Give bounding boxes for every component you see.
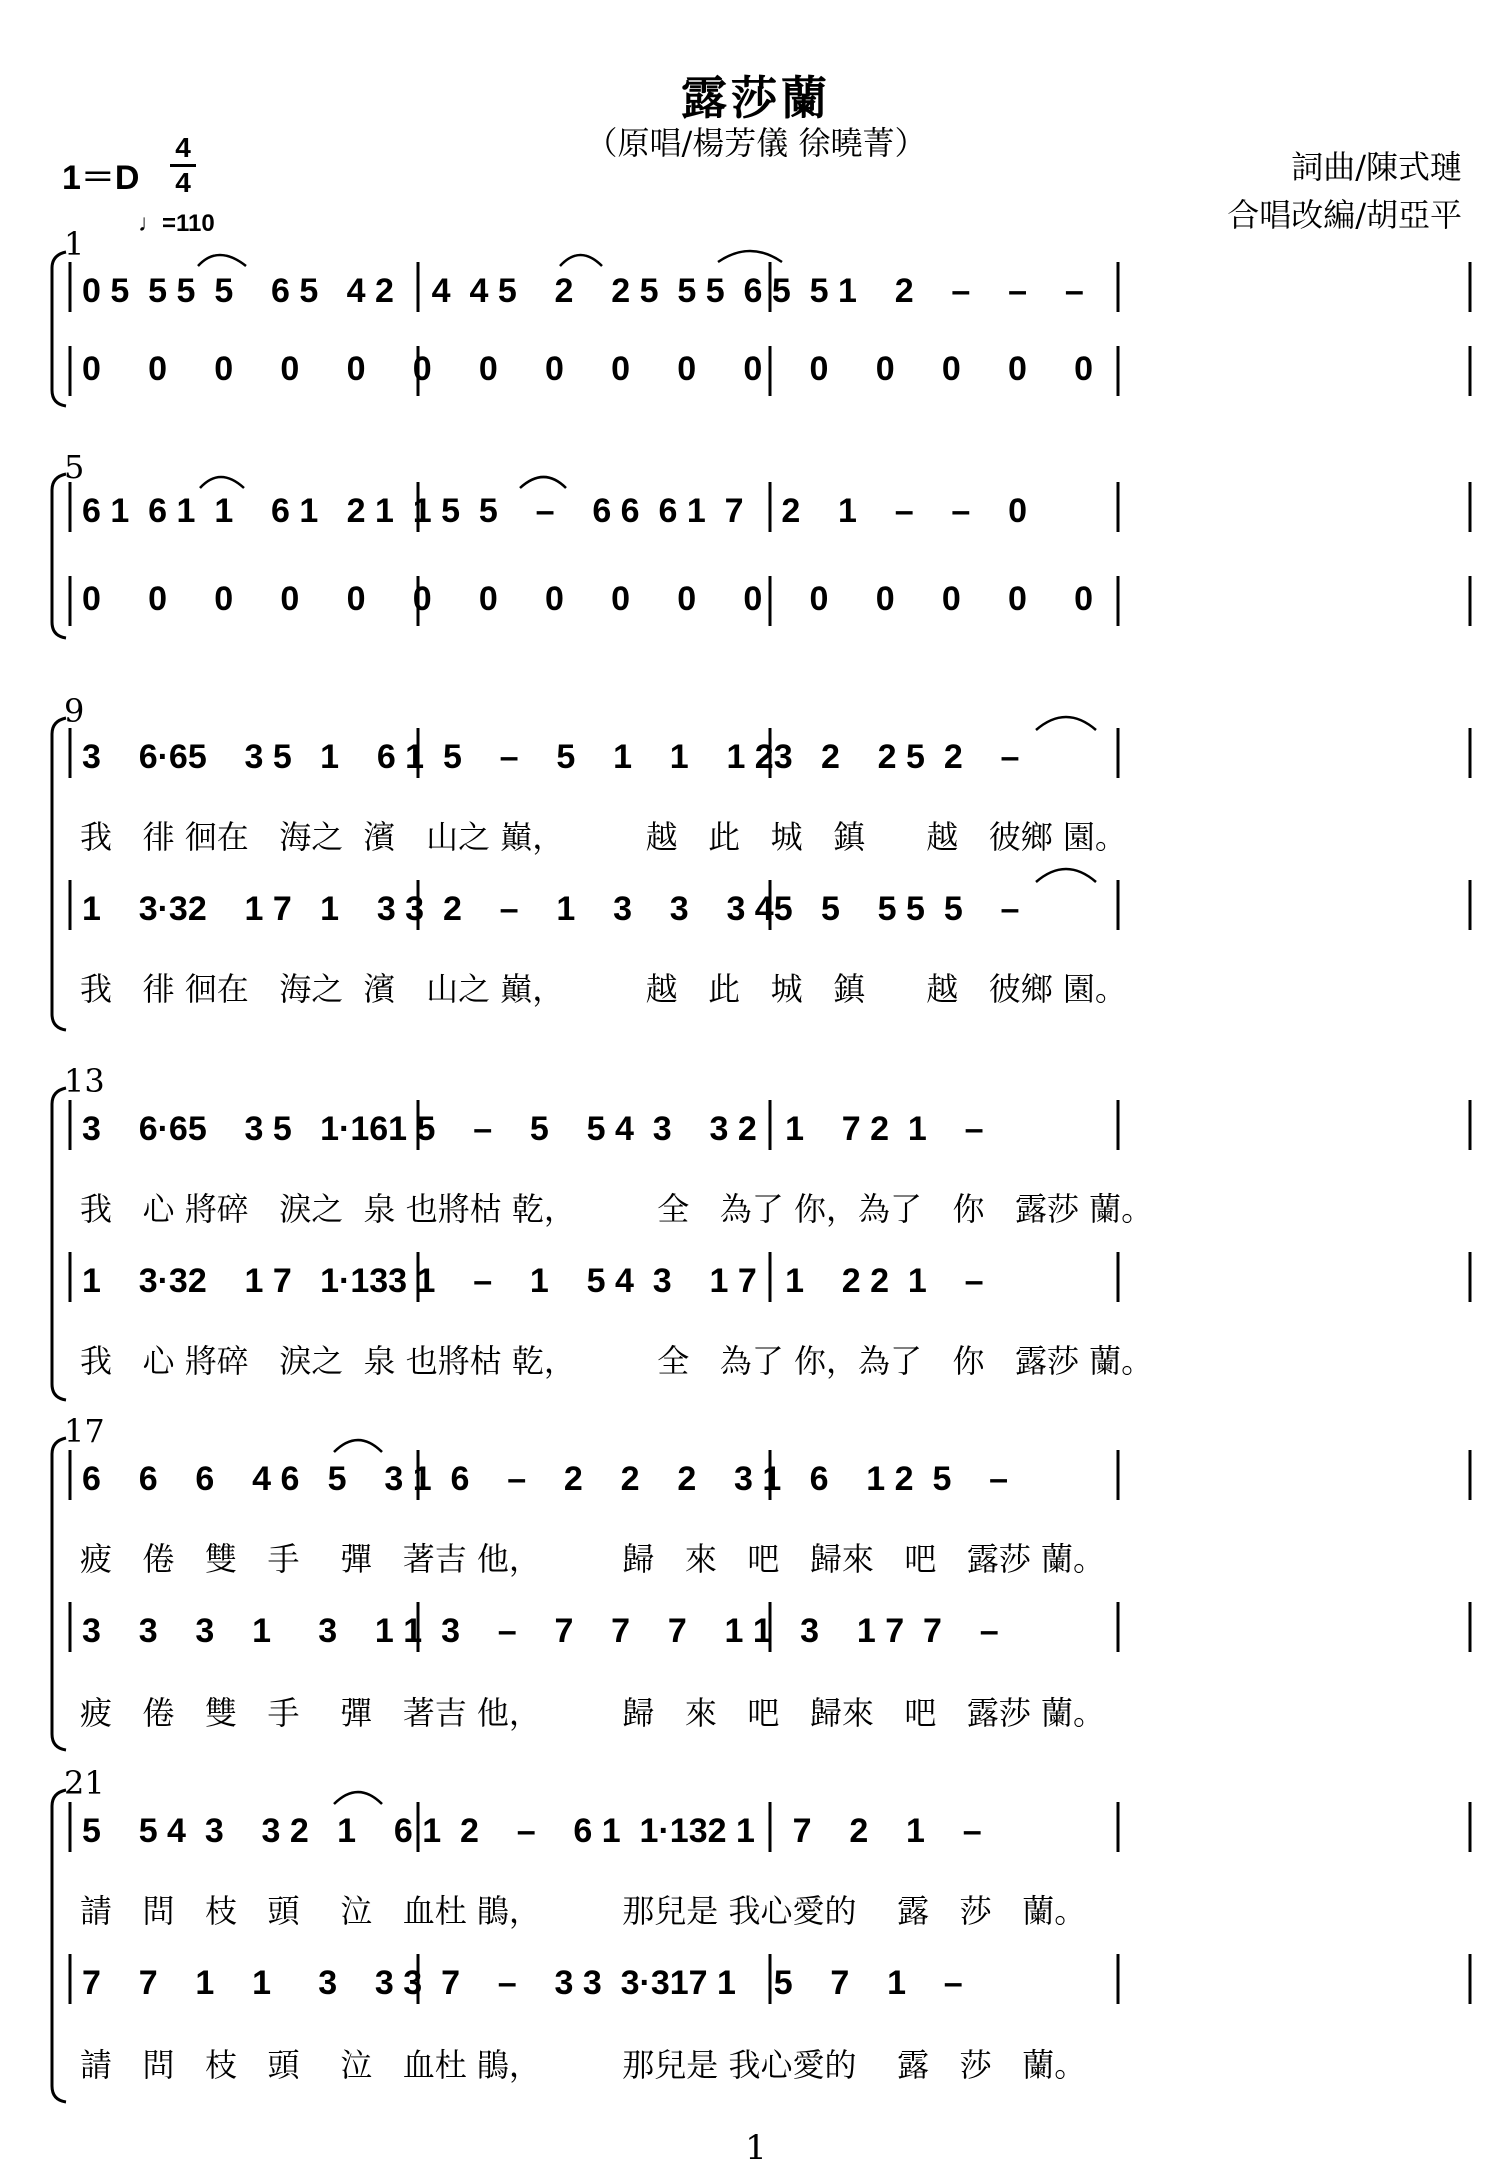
time-signature-top: 4 [170, 132, 196, 167]
measure-number: 9 [64, 692, 85, 730]
score-title: 露莎蘭 [681, 71, 831, 125]
slur [520, 477, 566, 488]
measure-number: 21 [64, 1764, 105, 1802]
staff-notes: 0 0 0 0 0 0 0 0 0 0 0 0 0 0 0 0 [82, 350, 1094, 388]
system-bracket [52, 1438, 66, 1750]
staff-notes: 6 6 6 4 6 5 3 1 6 – 2 2 2 3 1 6 1 2 5 – [82, 1460, 1009, 1498]
quarter-note-icon: ♩ [138, 210, 162, 237]
lyrics-line: 請 問 枝 頭 泣 血杜 鵑， 那兒是 我心愛的 露 莎 蘭。 [80, 2046, 1087, 2084]
lyrics-line: 我 徘 徊在 海之 濱 山之 巔， 越 此 城 鎮 越 彼鄉 園。 [80, 818, 1127, 856]
tempo-value: =110 [162, 210, 215, 237]
staff-notes: 0 5 5 5 5 6 5 4 2 4 4 5 2 2 5 5 5 6 5 5 1 2 – – – [82, 272, 1084, 310]
staff-notes: 6 1 6 1 1 6 1 2 1 1 5 5 – 6 6 6 1 7 2 1 – – 0 [82, 492, 1028, 530]
lyrics-line: 請 問 枝 頭 泣 血杜 鵑， 那兒是 我心愛的 露 莎 蘭。 [80, 1892, 1087, 1930]
key-signature: 1＝D [62, 159, 140, 197]
page-number: 1 [745, 2128, 767, 2168]
staff-notes: 1 3·32 1 7 1·133 1 – 1 5 4 3 1 7 1 2 2 1 – [82, 1262, 984, 1300]
staff-notes: 5 5 4 3 3 2 1 6 1 2 – 6 1 1·132 1 7 2 1 – [82, 1812, 982, 1850]
system-bracket [52, 474, 66, 638]
slur [334, 1792, 382, 1804]
staff-notes: 7 7 1 1 3 3 3 7 – 3 3 3·317 1 5 7 1 – [82, 1964, 963, 2002]
slur [718, 251, 782, 262]
slur [334, 1440, 382, 1452]
staff-notes: 3 3 3 1 3 1 1 3 – 7 7 7 1 1 3 1 7 7 – [82, 1612, 999, 1650]
system-bracket [52, 718, 66, 1030]
measure-number: 17 [64, 1412, 105, 1450]
lyrics-line: 疲 倦 雙 手 彈 著吉 他， 歸 來 吧 歸來 吧 露莎 蘭。 [80, 1540, 1106, 1578]
slur [1036, 869, 1096, 882]
slur [560, 255, 602, 266]
system-bracket [52, 1088, 66, 1400]
system-bracket [52, 1790, 66, 2102]
staff-notes: 1 3·32 1 7 1 3 3 2 – 1 3 3 3 45 5 5 5 5 – [82, 890, 1020, 928]
lyrics-line: 我 心 將碎 淚之 泉 也將枯 乾， 全 為了 你，為了 你 露莎 蘭。 [80, 1342, 1154, 1380]
score-subtitle: （原唱/楊芳儀 徐曉菁） [585, 124, 927, 162]
measure-number: 1 [64, 225, 85, 263]
slur [1036, 717, 1096, 730]
measure-number: 13 [64, 1062, 105, 1100]
lyrics-line: 我 徘 徊在 海之 濱 山之 巔， 越 此 城 鎮 越 彼鄉 園。 [80, 970, 1127, 1008]
lyrics-line: 疲 倦 雙 手 彈 著吉 他， 歸 來 吧 歸來 吧 露莎 蘭。 [80, 1694, 1106, 1732]
staff-notes: 3 6·65 3 5 1·161 5 – 5 5 4 3 3 2 1 7 2 1 – [82, 1110, 984, 1148]
slur [198, 255, 246, 266]
slur [200, 477, 244, 488]
arranger-credit: 合唱改編/胡亞平 [1227, 196, 1462, 234]
measure-number: 5 [64, 448, 85, 486]
staff-notes: 0 0 0 0 0 0 0 0 0 0 0 0 0 0 0 0 [82, 580, 1094, 618]
staff-notes: 3 6·65 3 5 1 6 1 5 – 5 1 1 1 23 2 2 5 2 – [82, 738, 1020, 776]
lyrics-line: 我 心 將碎 淚之 泉 也將枯 乾， 全 為了 你，為了 你 露莎 蘭。 [80, 1190, 1154, 1228]
lyricist-credit: 詞曲/陳式璉 [1291, 148, 1462, 186]
system-bracket [52, 252, 66, 406]
time-signature-bottom: 4 [175, 167, 191, 198]
